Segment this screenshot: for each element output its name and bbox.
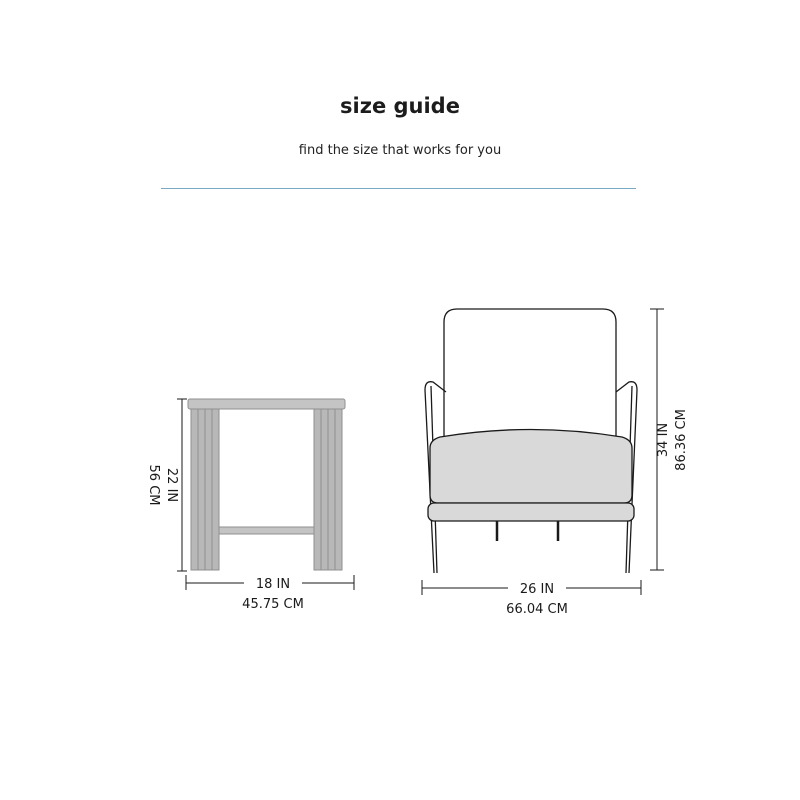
armchair-illustration — [425, 309, 637, 573]
table-width-cm-label: 45.75 CM — [242, 597, 304, 612]
page-subtitle: find the size that works for you — [298, 143, 502, 158]
table-height-cm-label: 56 CM — [146, 464, 161, 506]
table-leg-left — [191, 409, 219, 570]
chair-height-in-label: 34 IN — [656, 422, 671, 458]
chair-height-dimension — [650, 309, 689, 570]
chair-seat-base — [428, 503, 634, 521]
table-width-in-label: 18 IN — [255, 577, 291, 592]
side-table-illustration — [188, 399, 345, 570]
table-stretcher — [219, 527, 314, 534]
chair-backrest — [444, 309, 616, 450]
table-height-dimension — [146, 399, 187, 571]
table-leg-right — [314, 409, 342, 570]
chair-seat-cushion — [430, 430, 632, 504]
chair-width-cm-label: 66.04 CM — [506, 602, 568, 617]
chair-width-dimension — [422, 579, 641, 617]
chair-width-in-label: 26 IN — [519, 582, 555, 597]
chair-height-cm-label: 86.36 CM — [674, 409, 689, 471]
table-top — [188, 399, 345, 409]
table-height-in-label: 22 IN — [164, 467, 179, 503]
page-title: size guide — [340, 94, 460, 118]
table-width-dimension — [186, 574, 354, 612]
